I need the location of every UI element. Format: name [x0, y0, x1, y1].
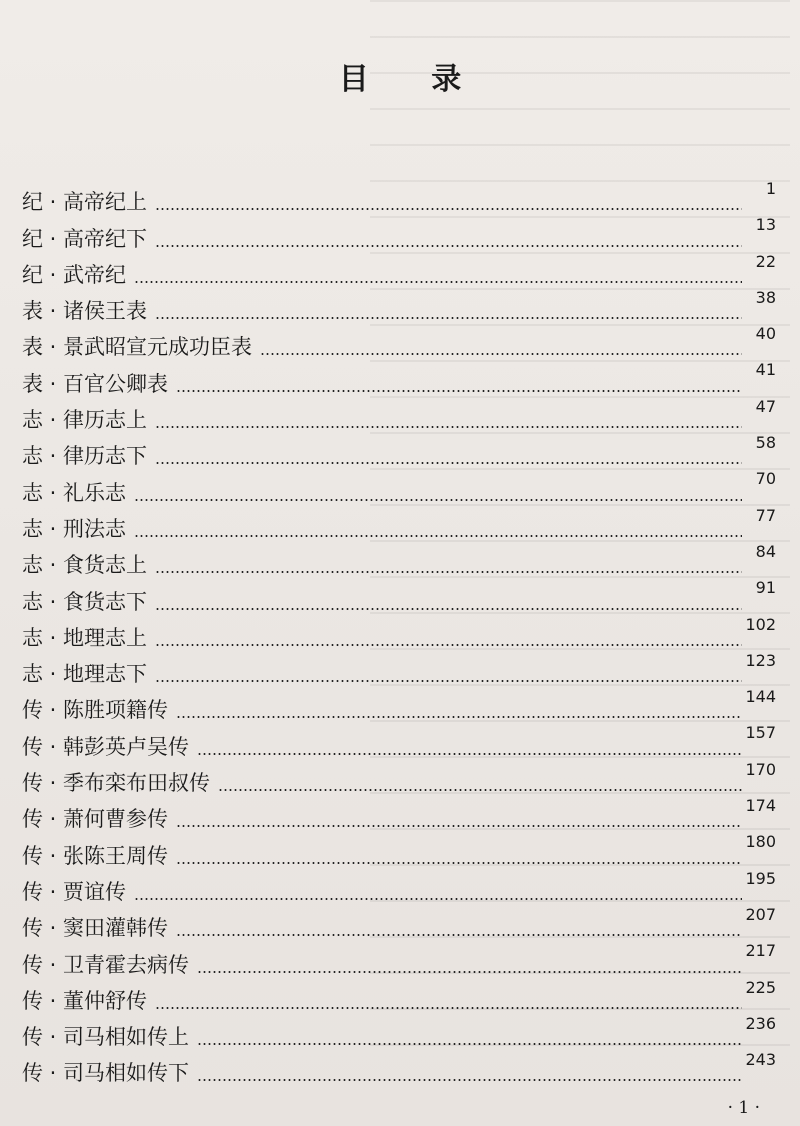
toc-entry-page: 180 — [745, 832, 776, 852]
toc-entry-page: 123 — [745, 650, 776, 670]
toc-entry-title: 纪 · 武帝纪 — [22, 262, 127, 287]
toc-entry-page: 207 — [745, 904, 776, 924]
dot-leader — [197, 1043, 742, 1045]
toc-entry — [22, 870, 776, 906]
toc-entry-title: 传 · 窦田灌韩传 — [22, 916, 169, 941]
toc-entry — [22, 434, 776, 470]
toc-entry-title: 表 · 景武昭宣元成功臣表 — [22, 335, 253, 360]
toc-entry-title: 志 · 律历志下 — [22, 444, 148, 469]
toc-entry-title: 志 · 地理志上 — [22, 625, 148, 650]
toc-entry — [22, 507, 776, 543]
toc-entry — [22, 180, 776, 216]
dot-leader — [155, 245, 742, 247]
dot-leader — [155, 462, 742, 464]
toc-entry-page: 195 — [745, 868, 776, 888]
toc-entry-page: 1 — [765, 179, 776, 198]
toc-entry-title: 传 · 张陈王周传 — [22, 843, 169, 868]
toc-entry-title: 传 · 董仲舒传 — [22, 988, 148, 1013]
toc-entry — [22, 253, 776, 289]
toc-entry — [22, 688, 776, 724]
dot-leader — [197, 1079, 742, 1081]
dot-leader — [134, 535, 742, 537]
toc-entry-title: 传 · 司马相如传下 — [22, 1061, 190, 1086]
dot-leader — [155, 317, 742, 319]
toc-entry-page: 102 — [745, 614, 776, 634]
toc-entry — [22, 942, 776, 978]
toc-entry — [22, 289, 776, 325]
toc-entry — [22, 579, 776, 615]
toc-entry-title: 传 · 韩彭英卢吴传 — [22, 734, 190, 759]
toc-entry-title: 志 · 刑法志 — [22, 516, 127, 541]
toc-entry-title: 志 · 食货志下 — [22, 589, 148, 614]
toc-entry — [22, 1051, 776, 1087]
dot-leader — [134, 499, 742, 501]
toc-entry-page: 84 — [755, 541, 776, 561]
toc-entry-title: 传 · 贾谊传 — [22, 879, 127, 904]
toc-entry-title: 志 · 礼乐志 — [22, 480, 127, 505]
toc-entry — [22, 797, 776, 833]
toc-entry-title: 传 · 萧何曹参传 — [22, 807, 169, 832]
toc-entry-page: 91 — [755, 578, 776, 598]
toc-entry-page: 170 — [745, 759, 776, 779]
page-title: 目 录 — [338, 62, 488, 97]
toc-entry — [22, 833, 776, 869]
toc-entry-page: 243 — [745, 1050, 776, 1070]
dot-leader — [176, 716, 742, 718]
toc-entry-title: 志 · 食货志上 — [22, 553, 148, 578]
toc-entry-title: 纪 · 高帝纪上 — [22, 190, 148, 215]
toc-entry-page: 38 — [755, 287, 776, 307]
toc-entry-title: 志 · 律历志上 — [22, 408, 148, 433]
dot-leader — [155, 1007, 742, 1009]
dot-leader — [155, 571, 742, 573]
toc-entry — [22, 652, 776, 688]
toc-entry-title: 纪 · 高帝纪下 — [22, 226, 148, 251]
toc-entry-page: 22 — [755, 251, 776, 271]
toc-entry — [22, 979, 776, 1015]
dot-leader — [260, 353, 742, 355]
toc-entry-title: 传 · 卫青霍去病传 — [22, 952, 190, 977]
toc-entry-page: 157 — [745, 723, 776, 743]
toc-entry — [22, 761, 776, 797]
toc-entry-page: 225 — [745, 977, 776, 997]
toc-entry-page: 217 — [745, 941, 776, 961]
toc-entry — [22, 724, 776, 760]
toc-entry-page: 174 — [745, 796, 776, 816]
dot-leader — [176, 825, 742, 827]
dot-leader — [218, 789, 742, 791]
dot-leader — [155, 680, 742, 682]
dot-leader — [197, 971, 742, 973]
toc-entry-title: 表 · 诸侯王表 — [22, 299, 148, 324]
toc-entry — [22, 1015, 776, 1051]
dot-leader — [155, 644, 742, 646]
dot-leader — [155, 208, 742, 210]
toc-entry — [22, 398, 776, 434]
dot-leader — [176, 862, 742, 864]
toc-entry — [22, 470, 776, 506]
dot-leader — [176, 934, 742, 936]
toc-entry-page: 70 — [755, 469, 776, 489]
toc-entry-title: 传 · 季布栾布田叔传 — [22, 771, 211, 796]
toc-entry-page: 58 — [755, 433, 776, 453]
dot-leader — [176, 390, 742, 392]
toc-entry — [22, 361, 776, 397]
toc-entry — [22, 216, 776, 252]
toc-entry — [22, 616, 776, 652]
table-of-contents — [22, 180, 776, 1087]
toc-entry-title: 表 · 百官公卿表 — [22, 371, 169, 396]
toc-entry-page: 13 — [755, 215, 776, 235]
dot-leader — [197, 753, 742, 755]
toc-entry — [22, 325, 776, 361]
toc-entry — [22, 906, 776, 942]
toc-entry-page: 41 — [755, 360, 776, 380]
dot-leader — [134, 281, 742, 283]
toc-entry — [22, 543, 776, 579]
toc-entry-page: 77 — [755, 505, 776, 525]
toc-entry-page: 40 — [755, 324, 776, 344]
toc-entry-title: 传 · 司马相如传上 — [22, 1025, 190, 1050]
toc-entry-page: 144 — [745, 687, 776, 707]
toc-entry-page: 47 — [755, 396, 776, 416]
page-number: · 1 · — [727, 1098, 760, 1118]
dot-leader — [155, 608, 742, 610]
dot-leader — [155, 426, 742, 428]
toc-entry-page: 236 — [745, 1013, 776, 1033]
toc-entry-title: 传 · 陈胜项籍传 — [22, 698, 169, 723]
dot-leader — [134, 898, 742, 900]
toc-entry-title: 志 · 地理志下 — [22, 662, 148, 687]
